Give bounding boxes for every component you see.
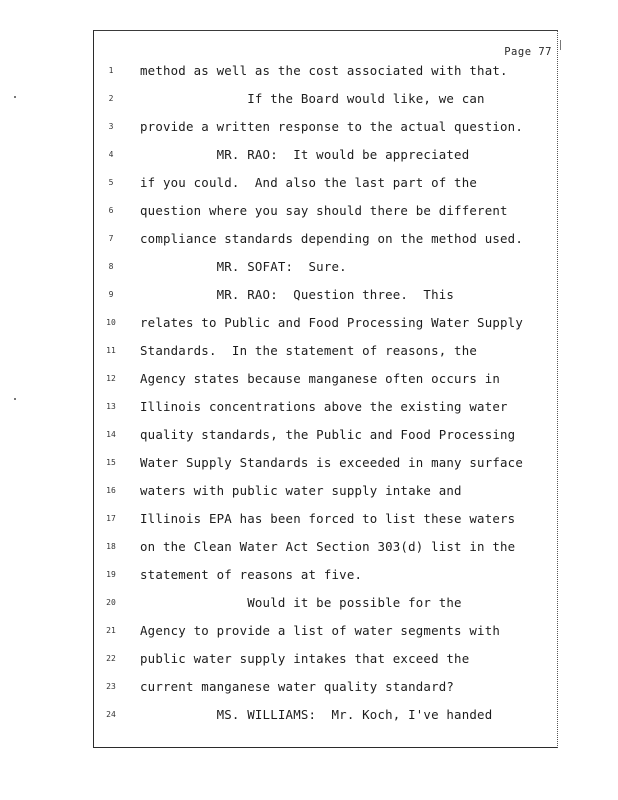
line-number: 23	[106, 682, 116, 691]
transcript-line	[93, 343, 558, 363]
line-text: question where you say should there be different	[140, 203, 508, 218]
line-text: waters with public water supply intake and	[140, 483, 462, 498]
transcript-line	[93, 91, 558, 111]
line-text: MR. SOFAT: Sure.	[140, 259, 347, 274]
line-text: statement of reasons at five.	[140, 567, 363, 582]
transcript-line	[93, 427, 558, 447]
line-number: 22	[106, 654, 116, 663]
line-number: 14	[106, 430, 116, 439]
line-text: compliance standards depending on the method used.	[140, 231, 523, 246]
transcript-line	[93, 203, 558, 223]
line-text: Would it be possible for the	[140, 595, 462, 610]
line-number: 9	[108, 290, 114, 299]
transcript-line	[93, 623, 558, 643]
line-number: 17	[106, 514, 116, 523]
transcript-line	[93, 147, 558, 167]
line-number: 2	[108, 94, 114, 103]
transcript-line	[93, 63, 558, 83]
line-text: Illinois EPA has been forced to list these waters	[140, 511, 516, 526]
transcript-line	[93, 679, 558, 699]
line-text: quality standards, the Public and Food Processing	[140, 427, 516, 442]
line-number: 13	[106, 402, 116, 411]
line-number: 10	[106, 318, 116, 327]
line-text: MS. WILLIAMS: Mr. Koch, I've handed	[140, 707, 493, 722]
line-number: 1	[108, 66, 114, 75]
line-number: 20	[106, 598, 116, 607]
line-number: 16	[106, 486, 116, 495]
line-text: provide a written response to the actual question.	[140, 119, 523, 134]
line-text: current manganese water quality standard?	[140, 679, 455, 694]
line-text: public water supply intakes that exceed the	[140, 651, 470, 666]
transcript-line	[93, 287, 558, 307]
line-number: 8	[108, 262, 114, 271]
scan-speck	[14, 398, 16, 400]
transcript-line	[93, 595, 558, 615]
transcript-line	[93, 231, 558, 251]
line-number: 3	[108, 122, 114, 131]
transcript-line	[93, 175, 558, 195]
line-number: 5	[108, 178, 114, 187]
transcript-line	[93, 455, 558, 475]
transcript-line	[93, 567, 558, 587]
transcript-line	[93, 259, 558, 279]
transcript-line	[93, 399, 558, 419]
scan-speck	[14, 96, 16, 98]
line-text: if you could. And also the last part of the	[140, 175, 478, 190]
line-number: 12	[106, 374, 116, 383]
line-text: method as well as the cost associated with that.	[140, 63, 508, 78]
transcript-line	[93, 371, 558, 391]
line-number: 15	[106, 458, 116, 467]
line-number: 11	[106, 346, 116, 355]
transcript-line	[93, 119, 558, 139]
line-text: relates to Public and Food Processing Water Supply	[140, 315, 523, 330]
line-text: Standards. In the statement of reasons, the	[140, 343, 478, 358]
page-number: Page 77	[504, 46, 552, 58]
line-text: Illinois concentrations above the existing water	[140, 399, 508, 414]
line-number: 7	[108, 234, 114, 243]
transcript-line	[93, 539, 558, 559]
scan-speck	[560, 40, 561, 50]
line-text: on the Clean Water Act Section 303(d) list in the	[140, 539, 516, 554]
line-number: 4	[108, 150, 114, 159]
line-number: 21	[106, 626, 116, 635]
line-text: Agency to provide a list of water segments with	[140, 623, 501, 638]
line-number: 6	[108, 206, 114, 215]
line-text: MR. RAO: Question three. This	[140, 287, 455, 302]
line-text: Agency states because manganese often occurs in	[140, 371, 501, 386]
transcript-line	[93, 707, 558, 727]
transcript-line	[93, 483, 558, 503]
transcript-line	[93, 511, 558, 531]
transcript-line	[93, 315, 558, 335]
line-text: Water Supply Standards is exceeded in many surface	[140, 455, 523, 470]
line-text: MR. RAO: It would be appreciated	[140, 147, 470, 162]
line-text: If the Board would like, we can	[140, 91, 485, 106]
line-number: 18	[106, 542, 116, 551]
line-number: 19	[106, 570, 116, 579]
transcript-line	[93, 651, 558, 671]
line-number: 24	[106, 710, 116, 719]
